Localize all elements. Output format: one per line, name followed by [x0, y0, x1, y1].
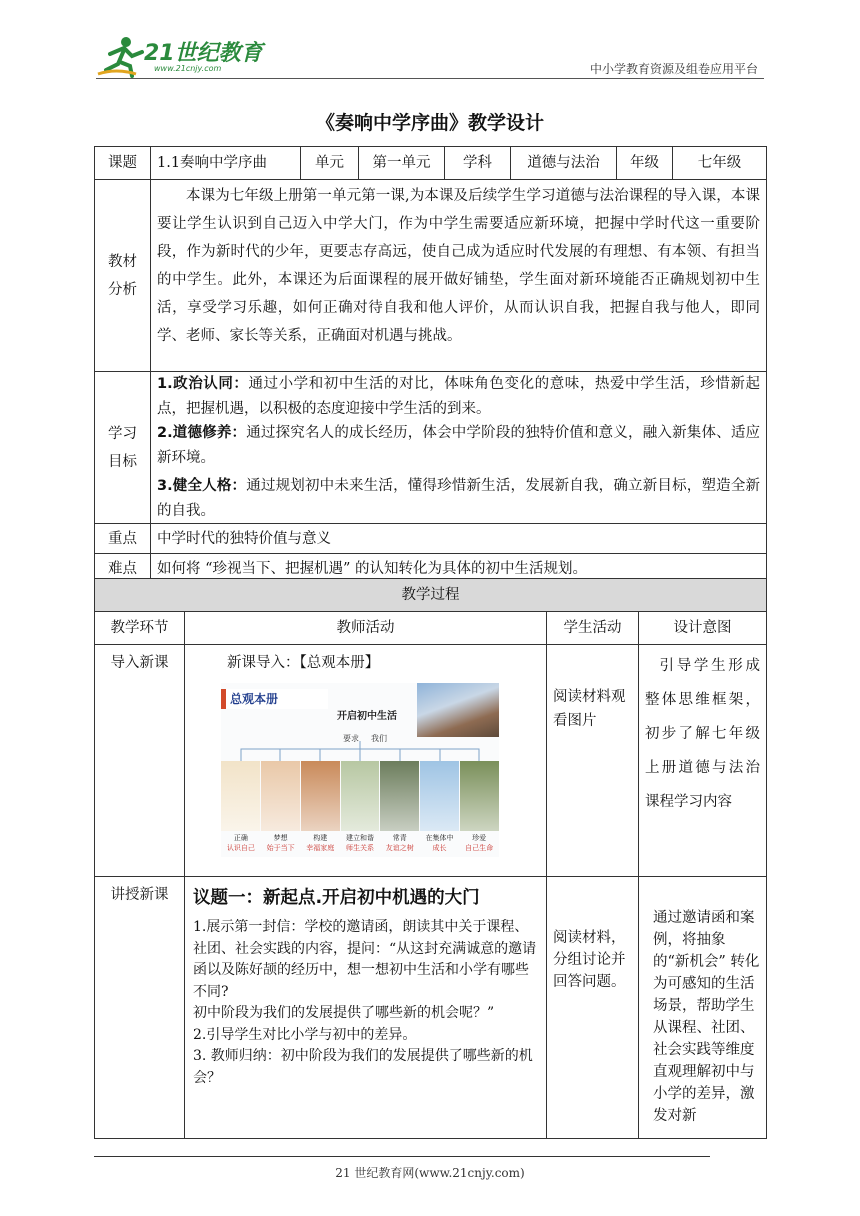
- unit-label: 单元: [301, 147, 359, 180]
- lecture-step: 初中阶段为我们的发展提供了哪些新的机会呢？”: [193, 1005, 495, 1021]
- mindmap-label: [300, 833, 340, 853]
- mindmap-center: 开启初中生活: [337, 711, 397, 722]
- page-title: 《奏响中学序曲》教学设计: [315, 112, 544, 134]
- mindmap-label: [221, 833, 261, 853]
- grade-value: 七年级: [673, 147, 767, 180]
- header-stage: 教学环节: [95, 612, 185, 645]
- mindmap-label-top: 建立和谐: [346, 834, 375, 842]
- difficulty-label: 难点: [95, 554, 151, 584]
- lecture-teacher-cell: [185, 877, 547, 1139]
- mindmap-thumbnail: [460, 761, 499, 831]
- school-photo: [417, 683, 499, 737]
- mindmap-label-bottom: 师生关系: [346, 844, 375, 852]
- objectives-label: 学习目标: [95, 372, 151, 524]
- subject-value: 道德与法治: [511, 147, 617, 180]
- mindmap-label: [459, 833, 499, 853]
- platform-name: 中小学教育资源及组卷应用平台: [589, 62, 758, 76]
- lecture-student: 阅读材料，分组讨论并回答问题。: [547, 877, 639, 1139]
- key-point-label: 重点: [95, 524, 151, 554]
- logo-url: www.21cnjy.com: [154, 64, 222, 73]
- lecture-stage: 讲授新课: [95, 877, 185, 1139]
- runner-logo-icon: [96, 34, 144, 78]
- unit-value: 第一单元: [359, 147, 445, 180]
- intro-intent-cell: [639, 645, 767, 877]
- lesson-value: 1.1奏响中学序曲: [151, 147, 301, 180]
- intro-teacher-cell: [185, 645, 547, 877]
- mindmap-thumbnail: [301, 761, 340, 831]
- mindmap-label-bottom: 认识自己: [226, 844, 255, 852]
- mindmap-label: [380, 833, 420, 853]
- lecture-step: 3. 教师归纳：初中阶段为我们的发展提供了哪些新的机会？: [193, 1048, 533, 1086]
- objectives-cell: [151, 372, 767, 524]
- mindmap-thumbnail: [420, 761, 459, 831]
- mindmap-thumbnail: [261, 761, 300, 831]
- mindmap-connectors: [221, 741, 499, 761]
- intro-intent: 引导学生形成整体思维框架，初步了解七年级上册道德与法治课程学习内容: [645, 658, 760, 810]
- lecture-step: 2.引导学生对比小学与初中的差异。: [193, 1026, 417, 1043]
- mindmap-label-top: 正确: [233, 834, 248, 842]
- objective-item: 2.道德修养：通过探究名人的成长经历，体会中学阶段的独特价值和意义，融入新集体、适应新环境。: [157, 425, 760, 466]
- grade-label: 年级: [617, 147, 673, 180]
- header-student: 学生活动: [547, 612, 639, 645]
- logo-text: 21世纪教育: [144, 41, 263, 66]
- header-intent: 设计意图: [639, 612, 767, 645]
- difficulty-text: 如何将 “珍视当下、把握机遇” 的认知转化为具体的初中生活规划。: [151, 554, 767, 584]
- mindmap-thumbnail: [341, 761, 380, 831]
- process-title: 教学过程: [95, 579, 767, 612]
- mindmap-label-bottom: 成长: [432, 844, 447, 852]
- mindmap-thumbnail: [221, 761, 260, 831]
- page-footer: 21 世纪教育网(www.21cnjy.com): [335, 1166, 525, 1180]
- mindmap-banner: 总观本册: [221, 689, 328, 709]
- mindmap-label: [420, 833, 460, 853]
- mindmap-label-bottom: 始于当下: [266, 844, 295, 852]
- site-logo: [96, 34, 286, 78]
- mindmap-label-top: 常青: [392, 834, 407, 842]
- mindmap-label-top: 梦想: [273, 834, 288, 842]
- mindmap-label-bottom: 自己生命: [465, 844, 494, 852]
- intro-stage: 导入新课: [95, 645, 185, 877]
- objective-item: 1.政治认同：通过小学和初中生活的对比，体味角色变化的意味，热爱中学生活，珍惜新起点，把握机遇，以积极的态度迎接中学生活的到来。: [157, 376, 760, 417]
- page-header: [96, 34, 764, 78]
- analysis-text: 本课为七年级上册第一单元第一课,为本课及后续学生学习道德与法治课程的导入课，本课要让学生认识到自己迈入中学大门，作为中学生需要适应新环境，把握中学时代这一重要阶段，作为新时代的少年，更要志存高远，使自己成为适应时代发展的有理想、有本领、有担当的中学生。此外，本课还为后面课程的展开做好铺垫，学生面对新环境能否正确规划初中生活，享受学习乐趣，如何正确对待自我和他人评价，从而认识自我，把握自我与他人，即同学、老师、家长等关系，正确面对机遇与挑战。: [157, 188, 760, 344]
- intro-student: 阅读材料观看图片: [547, 645, 639, 877]
- lecture-intent: 通过邀请函和案例，将抽象的“新机会” 转化为可感知的生活场景，帮助学生从课程、社团、社会实践等维度直观理解初中与小学的差异，激发对新: [639, 877, 767, 1139]
- mindmap-label-bottom: 幸福家庭: [306, 844, 335, 852]
- mindmap-thumbnail: [380, 761, 419, 831]
- mindmap-label-top: 构建: [313, 834, 328, 842]
- topic-heading: 议题一：新起点.开启初中机遇的大门: [193, 888, 480, 908]
- mindmap-sub-left: 要求: [343, 734, 359, 743]
- mindmap-label-top: 在集体中: [425, 834, 454, 842]
- header-teacher: 教师活动: [185, 612, 547, 645]
- footer-divider: [94, 1156, 710, 1157]
- key-point-text: 中学时代的独特价值与意义: [151, 524, 767, 554]
- analysis-label: 教材分析: [95, 180, 151, 372]
- intro-teacher-text: 新课导入：【总观本册】: [227, 655, 380, 671]
- info-table: [94, 146, 767, 584]
- lesson-label: 课题: [95, 147, 151, 180]
- subject-label: 学科: [445, 147, 511, 180]
- lecture-step: 1.展示第一封信：学校的邀请函，朗读其中关于课程、社团、社会实践的内容，提问：“从这封充满诚意的邀请函以及陈好颉的经历中，想一想初中生活和小学有哪些不同?: [193, 919, 537, 1000]
- mindmap-label: [340, 833, 380, 853]
- process-table: [94, 578, 767, 1139]
- mindmap-label-top: 珍爱: [472, 834, 487, 842]
- mindmap-images: [221, 761, 499, 831]
- mindmap-labels: [221, 833, 499, 853]
- objective-item: 3.健全人格：通过规划初中未来生活，懂得珍惜新生活，发展新自我，确立新目标，塑造全新的自我。: [157, 478, 760, 519]
- mindmap-label-bottom: 友谊之树: [385, 844, 414, 852]
- mindmap-image: [221, 683, 499, 857]
- mindmap-label: [261, 833, 301, 853]
- mindmap-sub-right: 我们: [371, 734, 387, 743]
- header-divider: [96, 78, 764, 79]
- analysis-cell: [151, 180, 767, 372]
